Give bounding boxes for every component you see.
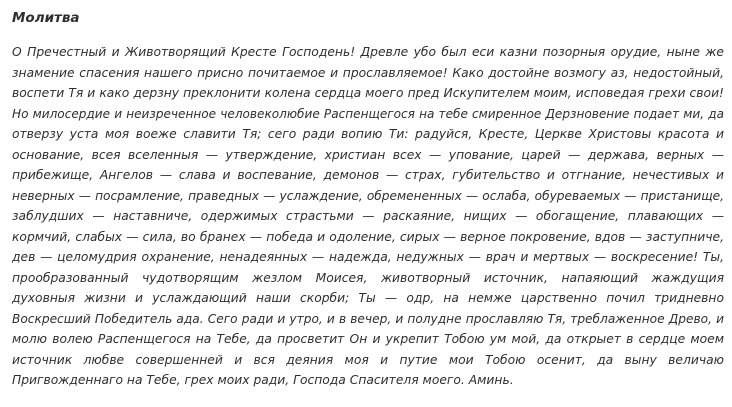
text-line: воспети Тя и како дерзну преклонити колена сердца моего пред Искупителем моим, исповедая грехи свои! <box>12 86 724 100</box>
text-line: неверных — посрамление, праведных — услаждение, обремененных — ослаба, обуреваемых — пристанище, <box>12 188 724 203</box>
text-line: дев — целомудрия охранение, ненадеянных — надежда, недужных — врач и мертвых — воскресение! Ты, <box>12 250 724 264</box>
document-title: Молитва <box>12 10 80 26</box>
text-line: О Пречестный и Животворящий Кресте Господень! Древле убо был еси казни позорныя орудие, ныне же <box>12 45 724 59</box>
text-line: заблудших — наставниче, одержимых страстьми — раскаяние, нищих — обогащение, плавающих — <box>12 209 724 223</box>
text-line: источник любве совершенней и вся деяния моя и путие мои Тобою осенит, да выну величаю <box>12 352 724 367</box>
text-line: молю волею Распенщегося на Тебе, да просветит Он и укрепит Тобою ум мой, да открыет в сердце моем <box>12 332 724 346</box>
text-line-last: Пригвожденнаго на Тебе, грех моих ради, Господа Спасителя моего. Аминь. <box>12 373 514 387</box>
text-line: духовныя жизни и услаждающий наши скорби; Ты — одр, на немже царственно почил тридневно <box>12 291 724 305</box>
text-line: отверзу уста моя воеже славити Тя; сего ради вопию Ти: радуйся, Кресте, Церкве Христовы красота и <box>12 127 724 141</box>
prayer-text <box>12 42 724 391</box>
text-line: прообразованный чудотворящим жезлом Моисея, животворный источник, напаяющий жаждущия <box>12 270 724 285</box>
text-line: Воскресший Победитель ада. Сего ради и утро, и в вечер, и полудне прославляю Тя, треблаженное Древо, и <box>12 311 724 326</box>
text-line: кормчий, слабых — сила, во бранех — победа и одоление, сирых — верное покровение, вдов — заступниче, <box>12 229 724 244</box>
text-line: основание, всея вселенныя — утверждение, христиан всех — упование, царей — держава, верных — <box>12 147 724 162</box>
text-line: Но милосердие и неизреченное человеколюбие Распенщегося на тебе смиренное Дерзновение подает ми, да <box>12 106 724 121</box>
text-line: прибежище, Ангелов — слава и воспевание, демонов — страх, губительство и отгнание, нечестивых и <box>12 168 724 182</box>
text-line: знамение спасения нашего присно почитаемое и прославляемое! Како достойне возмогу аз, недостойный, <box>12 65 724 80</box>
